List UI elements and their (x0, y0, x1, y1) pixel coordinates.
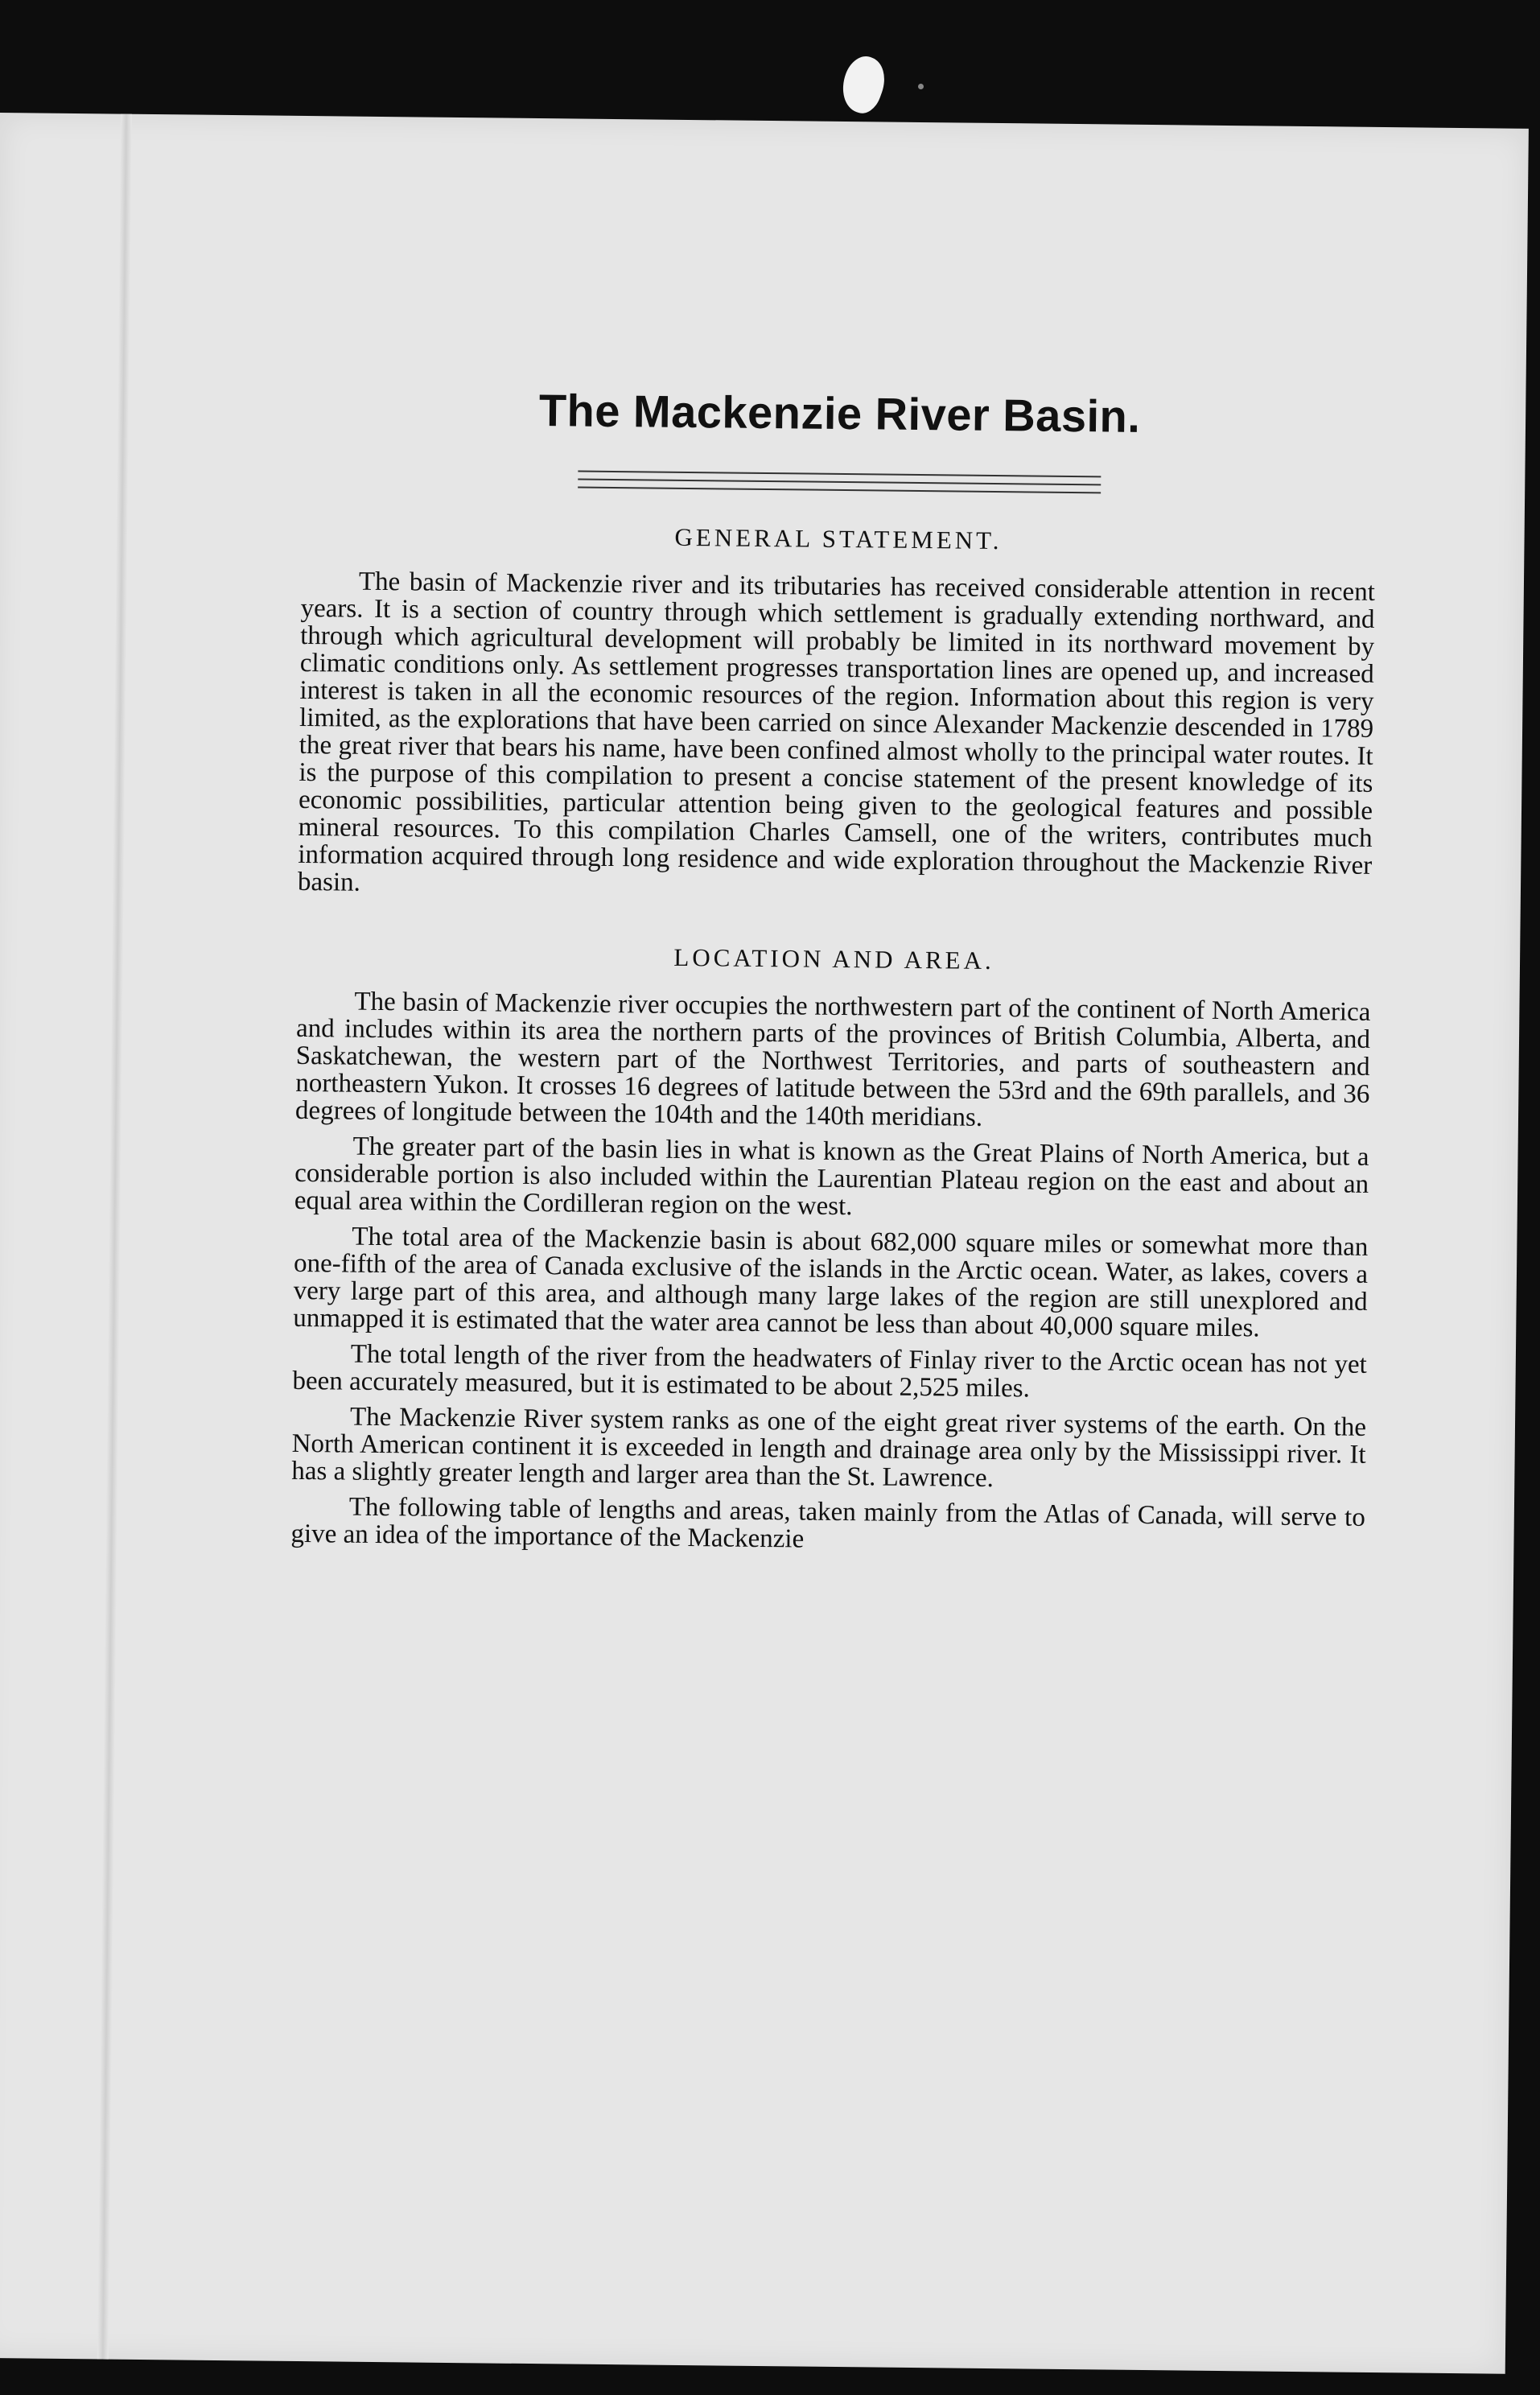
title-divider (578, 471, 1101, 494)
section-heading-general-statement: GENERAL STATEMENT. (674, 522, 1003, 555)
section-heading-location-and-area: LOCATION AND AREA. (673, 942, 994, 975)
divider-line (578, 487, 1101, 494)
paragraph: The basin of Mackenzie river and its tributaries has received considerable attention in recent years. It is a section of country through which settlement is gradually extending northward, and through which agricultural development will probably be limited in its northward movement by climatic conditions only. As settlement progresses transportation lines are opened up, and increased interest is taken in all the economic resources of the region. Information about this region is very limited, as the explorations that have been carried on since Alexander Mackenzie descended in 1789 the great river that bears his name, have been confined almost wholly to the principal water routes. It is the purpose of this compilation to present a concise statement of the present knowledge of its economic possibilities, particular attention being given to the geological features and possible mineral resources. To this compilation Charles Camsell, one of the writers, contributes much information acquired through long residence and wide exploration throughout the Mackenzie River basin. (297, 567, 1376, 897)
divider-line (578, 471, 1101, 478)
scan-smudge (835, 52, 892, 118)
paragraph: The Mackenzie River system ranks as one of the eight great river systems of the earth. On the North American continent it is exceeded in length and drainage area only by the Mississippi river. It has a slightly greater length and larger area than the St. Lawrence. (291, 1402, 1367, 1494)
paragraph: The following table of lengths and areas, taken mainly from the Atlas of Canada, will serve to give an idea of the importance of the Mackenzie (290, 1492, 1365, 1554)
page-title: The Mackenzie River Basin. (538, 385, 1141, 442)
paragraph: The greater part of the basin lies in what is known as the Great Plains of North America, but a considerable portion is also included within the Laurentian Plateau region on the east and about an equal area within the Cordilleran region on the west. (294, 1132, 1369, 1222)
scanned-page (0, 113, 1529, 2374)
page-content (290, 381, 1377, 1567)
page-spine (97, 114, 132, 2360)
scan-speck (918, 84, 924, 89)
divider-line (578, 479, 1101, 486)
paragraph: The basin of Mackenzie river occupies the northwestern part of the continent of North America and includes within its area the northern parts of the provinces of British Columbia, Alberta, and Saskatchewan, the western part of the Northwest Territories, and parts of southeastern and northeastern Yukon. It crosses 16 degrees of latitude between the 53rd and the 69th parallels, and 36 degrees of longitude between the 104th and the 140th meridians. (294, 987, 1371, 1132)
paragraph: The total area of the Mackenzie basin is about 682,000 square miles or somewhat more than one-fifth of the area of Canada exclusive of the islands in the Arctic ocean. Water, as lakes, covers a very large part of this area, and although many large lakes of the region are still unexplored and unmapped it is estimated that the water area cannot be less than about 40,000 square miles. (293, 1222, 1369, 1343)
paragraph: The total length of the river from the headwaters of Finlay river to the Arctic ocean has not yet been accurately measured, but it is estimated to be about 2,525 miles. (292, 1339, 1367, 1404)
